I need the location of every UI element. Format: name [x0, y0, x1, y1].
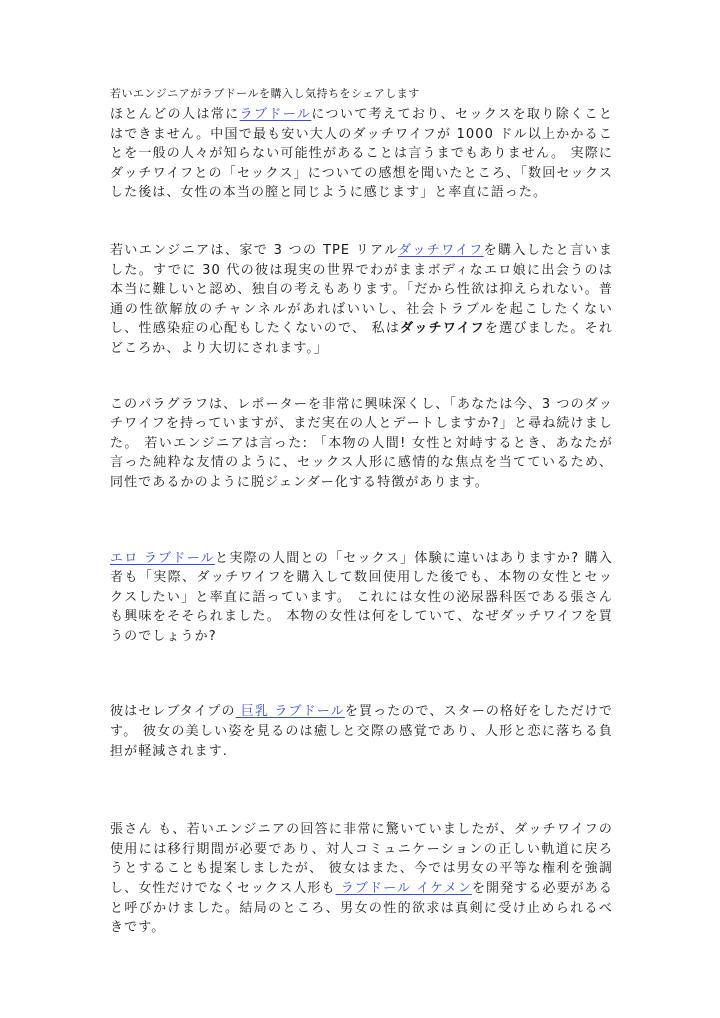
paragraph-3: このパラグラフは、レポーターを非常に興味深くし、「あなたは今、3 つのダッチワイフを持っていますが、まだ実在の人とデートしますか?」と尋ね続けました。 若いエンジニアは言った: 「本物の人間! 女性と対峙するとき、あなたが言った純粋な友情のように、セックス人形に感情的な焦点を当てているため、同性であるかのように脱ジェンダー化する特徴があります。: [110, 396, 613, 490]
male-love-doll-link[interactable]: ラブドール イケメン: [335, 881, 472, 897]
paragraph-2-text-middle: を購入したと言いました。すでに 30 代の彼は現実の世界でわがままボディなエロ娘に出会うのは本当に難しいと認め、独自の考えもあります。「だから性欲は抑えられない。普通の性欲解放のチャンネルがあればいいし、社会トラブルを起こしたくないし、性感染症の心配もしたくないので、 私は: [110, 242, 613, 337]
paragraph-1-text-before: ほとんどの人は常に: [110, 107, 240, 122]
paragraph-2-text-after: を選びました。それどころか、より大切にされます。」: [110, 321, 613, 356]
paragraph-1-text-after: について考えており、セックスを取り除くことはできません。中国で最も安い大人のダッチワイフが 1000 ドル以上かかることを一般の人々が知らない可能性があることは言うまでもありません。 実際にダッチワイフとの「セックス」についての感想を聞いたところ、「数回セックスした後は、女性の本当の膣と同じように感じます」と率直に語った。: [110, 107, 613, 201]
paragraph-2-text-before: 若いエンジニアは、家で 3 つの TPE リアル: [110, 242, 398, 258]
paragraph-2: [110, 241, 613, 359]
paragraph-2-bold-text: ダッチワイフ: [400, 321, 485, 337]
paragraph-5: [110, 702, 613, 761]
love-doll-link[interactable]: ラブドール: [239, 107, 312, 122]
paragraph-5-text-after: を買ったので、スターの格好をしただけです。 彼女の美しい姿を見るのは癒しと交際の感覚であり、人形と恋に落ちる負担が軽減されます.: [110, 704, 614, 759]
paragraph-6-text-before: 張さん も、若いエンジニアの回答に非常に驚いていましたが、ダッチワイフの使用には移行期間が必要であり、対人コミュニケーションの正しい軌道に戻ろうとすることも提案しましたが、 彼女はまた、今では男女の平等な権利を強調し、女性だけでなくセックス人形も: [110, 822, 613, 897]
paragraph-6: [110, 820, 613, 938]
document-page: [110, 86, 613, 938]
paragraph-6-text-after: を開発する必要があると呼びかけました。結局のところ、男女の性的欲求は真剣に受け止められるべきです。: [110, 881, 613, 936]
paragraph-4-text-after: と実際の人間との「セックス」体験に違いはありますか? 購入者も「実際、ダッチワイフを購入して数回使用した後でも、本物の女性とセックスしたい」と率直に語っています。 これには女性の泌尿器科医である張さんも興味をそそられました。 本物の女性は何をしていて、なぜダッチワイフを買うのでしょうか?: [110, 550, 613, 644]
paragraph-spacer: [110, 761, 613, 820]
ero-love-doll-link[interactable]: エロ ラブドール: [110, 550, 215, 566]
document-title: 若いエンジニアがラブドールを購入し気持ちをシェアします: [110, 87, 420, 100]
dutch-wife-link[interactable]: ダッチワイフ: [397, 242, 484, 258]
paragraph-1: [110, 105, 613, 203]
paragraph-spacer: [110, 646, 613, 702]
paragraph-5-text-before: 彼はセレブタイプの: [110, 704, 236, 720]
paragraph-spacer: [110, 203, 613, 241]
paragraph-spacer: [110, 359, 613, 395]
paragraph-spacer: [110, 493, 613, 549]
big-breast-love-doll-link[interactable]: 巨乳 ラブドール: [235, 704, 345, 720]
paragraph-4: [110, 549, 613, 647]
